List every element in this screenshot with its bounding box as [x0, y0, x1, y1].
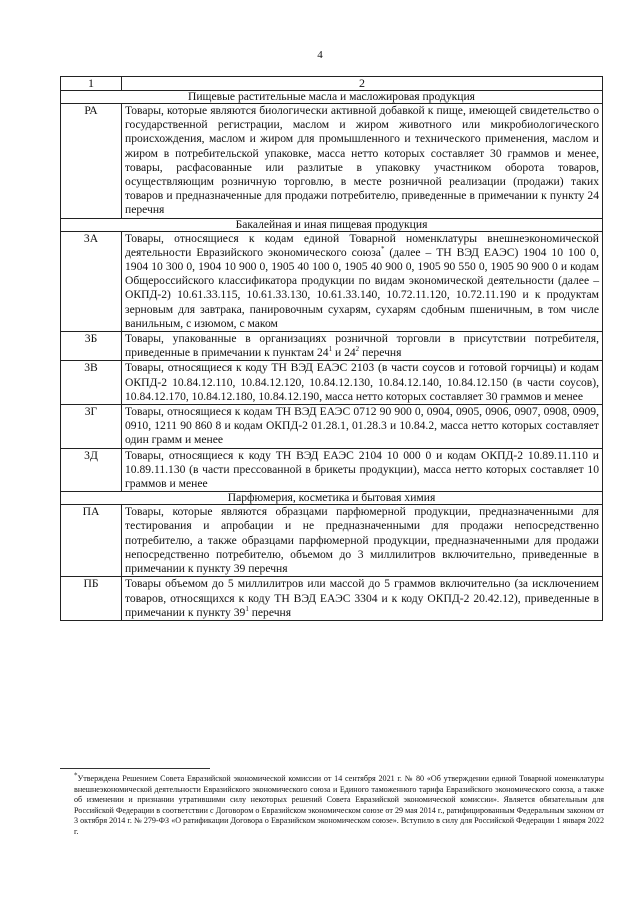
section-header-row: [61, 218, 603, 231]
section-title: Парфюмерия, косметика и бытовая химия: [61, 492, 603, 505]
row-code: 3Б: [61, 332, 122, 361]
table-row: [61, 448, 603, 492]
description-text: Товары, относящиеся к кодам единой Товарной номенклатуры внешнеэкономической деятельности Евразийского экономического союза: [125, 231, 599, 259]
reference-superscript: 1: [328, 345, 333, 354]
row-code: 3Г: [61, 405, 122, 449]
footnote-divider: [60, 768, 210, 769]
description-text: перечня: [359, 346, 402, 360]
description-text: Товары объемом до 5 миллилитров или массой до 5 граммов включительно (за исключением товаров, относящихся к коду ТН ВЭД ЕАЭС 3304 и к коду ОКПД-2 20.42.12), приведенные в примечании к пункту 39: [125, 577, 599, 619]
section-title: Бакалейная и иная пищевая продукция: [61, 218, 603, 231]
row-code: РА: [61, 104, 122, 219]
reference-superscript: 2: [355, 345, 360, 354]
row-description: [122, 104, 603, 219]
description-text: Товары, которые являются биологически активной добавкой к пище, имеющей свидетельство о государственной регистрации, маслом и жиром животного или микробиологического происхождения, маслом и жиром для промышленного и технического применения, маслом и жиром в потребительской упаковке, масса нетто которых составляет 30 граммов и менее, товары, расфасованные или разлитые в упаковку участником оборота товаров, осуществляющим розничную торговлю, в месте розничной реализации (продажи) таких товаров и предназначенные для продажи потребителю, приведенные в примечании к пункту 24 перечня: [125, 104, 599, 217]
row-description: [122, 448, 603, 492]
row-description: [122, 361, 603, 405]
footnote: [74, 771, 604, 838]
description-text: перечня: [248, 605, 292, 619]
table-row: [61, 577, 603, 621]
row-code: 3Д: [61, 448, 122, 492]
description-text: и 24: [332, 346, 356, 360]
reference-superscript: *: [380, 244, 385, 253]
row-description: [122, 577, 603, 621]
description-text: Товары, упакованные в организациях розничной торговли в присутствии потребителя, приведенные в примечании к пунктам 24: [125, 332, 599, 360]
table-row: [61, 332, 603, 361]
reference-superscript: 1: [245, 604, 249, 613]
column-header-1: 1: [61, 77, 122, 91]
row-description: [122, 405, 603, 449]
column-header-2: 2: [122, 77, 603, 91]
table-row: [61, 505, 603, 577]
description-text: Товары, которые являются образцами парфюмерной продукции, предназначенными для тестирования и апробации и не предназначенными для продажи непосредственно потребителю, а также образцами парфюмерной продукции, предназначенными для продажи непосредственно потребителю, объемом до 3 миллилитров включительно, приведенные в примечании к пункту 39 перечня: [125, 505, 599, 576]
footnote-text: Утверждена Решением Совета Евразийской экономической комиссии от 14 сентября 2021 г. № 80 «Об утверждении единой Товарной номенклатуры внешнеэкономической деятельности Евразийского экономического союза и Единого таможенного тарифа Евразийского экономического союза, а также об изменении и признании утратившими силу некоторых решений Совета Евразийской экономической комиссии». Является обязательным для Российской Федерации в соответствии с Договором о Евразийском экономическом союзе от 29 мая 2014 г., ратифицированным Федеральным законом от 3 октября 2014 г. № 279-ФЗ «О ратификации Договора о Евразийском экономическом союзе». Вступило в силу для Российской Федерации 1 января 2022 г.: [74, 774, 604, 836]
section-title: Пищевые растительные масла и масложировая продукция: [61, 91, 603, 104]
table-row: [61, 361, 603, 405]
section-header-row: [61, 492, 603, 505]
table-row: [61, 405, 603, 449]
section-header-row: [61, 91, 603, 104]
row-description: [122, 231, 603, 331]
description-text: Товары, относящиеся к кодам ТН ВЭД ЕАЭС 0712 90 900 0, 0904, 0905, 0906, 0907, 0908, 0909, 0910, 1211 90 860 8 и кодам ОКПД-2 01.28.1, 01.28.3 и 10.84.2, масса нетто которых составляет один грамм и менее: [125, 405, 599, 447]
description-text: Товары, относящиеся к коду ТН ВЭД ЕАЭС 2103 (в части соусов и готовой горчицы) и кодам ОКПД-2 10.84.12.110, 10.84.12.120, 10.84.12.130, 10.84.12.140, 10.84.12.150 (в части соусов), 10.84.12.170, 10.84.12.180, 10.84.12.190, масса нетто которых составляет 30 граммов и менее: [125, 361, 599, 403]
table-row: [61, 231, 603, 331]
row-description: [122, 505, 603, 577]
table-row: [61, 104, 603, 219]
goods-table: [60, 76, 603, 621]
description-text: Товары, относящиеся к коду ТН ВЭД ЕАЭС 2104 10 000 0 и кодам ОКПД-2 10.89.11.110 и 10.89.11.130 (в части прессованной в брикеты продукции), масса нетто которых составляет 10 граммов и менее: [125, 448, 599, 491]
row-code: ПА: [61, 505, 122, 577]
row-description: [122, 332, 603, 361]
table-header-row: [61, 77, 603, 91]
description-text: (далее – ТН ВЭД ЕАЭС) 1904 10 100 0, 1904 10 300 0, 1904 10 900 0, 1905 40 100 0, 1905 40 900 0, 1905 90 550 0, 1905 90 900 0 и кодам Общероссийского классификатора продукции по видам экономической деятельности (далее – ОКПД-2) 10.61.33.115, 10.61.33.130, 10.61.33.140, 10.72.11.120, 10.72.11.190 и к продуктам зерновым для завтрака, панировочным сухарям, сухарям сдобным пшеничным, в том числе ванильным, с изюмом, с маком: [125, 245, 599, 330]
row-code: ПБ: [61, 577, 122, 621]
footnote-marker: *: [74, 771, 78, 780]
row-code: 3А: [61, 231, 122, 331]
row-code: 3В: [61, 361, 122, 405]
page-number: 4: [317, 49, 323, 61]
